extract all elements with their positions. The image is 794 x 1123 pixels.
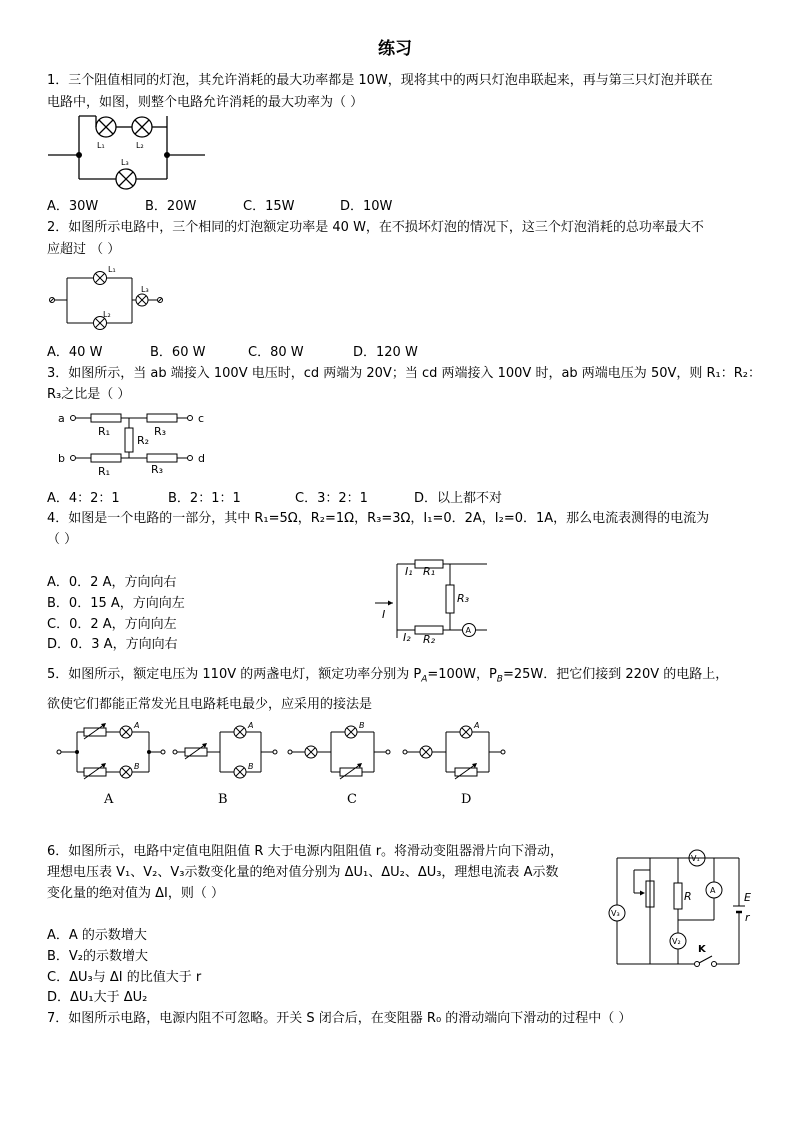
q6-label-k: K xyxy=(698,944,706,955)
q6-label-v3: V₃ xyxy=(611,909,620,918)
q7-text-line1: 7．如图所示电路，电源内阻不可忽略。开关 S 闭合后，在变阻器 R₀ 的滑动端向下滑动的过程中（ ） xyxy=(47,1011,632,1026)
q3-text-line2: R₃之比是（ ） xyxy=(47,387,131,402)
page-title: 练习 xyxy=(378,39,412,59)
q2-option-b: B．60 W xyxy=(150,345,206,360)
q5-option-b: B xyxy=(218,792,228,807)
q1-label-l3: L₃ xyxy=(121,158,129,167)
q1-text-line1: 1．三个阻值相同的灯泡，其允许消耗的最大功率都是 10W，现将其中的两只灯泡串联起来，再与第三只灯泡并联在 xyxy=(47,73,713,88)
q1-option-d: D．10W xyxy=(340,199,393,214)
q5-line1-end: =25W．把它们接到 220V 的电路上， xyxy=(502,667,729,682)
q1-text-line2: 电路中，如图，则整个电路允许消耗的最大功率为（ ） xyxy=(47,95,364,110)
q2-label-l3: L₃ xyxy=(141,285,149,294)
q6-label-v1: V₁ xyxy=(691,854,700,863)
q2-label-l1: L₁ xyxy=(108,265,116,274)
q4-option-b: B．0．15 A，方向向左 xyxy=(47,596,185,611)
q5-option-d: D xyxy=(461,792,472,807)
q2-option-d: D．120 W xyxy=(353,345,418,360)
q1-circuit-diagram xyxy=(45,112,215,192)
q4-option-d: D．0．3 A，方向向右 xyxy=(47,637,178,652)
q5-d-lamp-a: A xyxy=(474,721,480,730)
q5-option-a: A xyxy=(104,792,114,807)
q5-text-line2: 欲使它们都能正常发光且电路耗电最少，应采用的接法是 xyxy=(47,697,373,712)
q1-label-l1: L₁ xyxy=(97,141,105,150)
q6-option-d: D．ΔU₁大于 ΔU₂ xyxy=(47,990,148,1005)
q2-option-a: A．40 W xyxy=(47,345,103,360)
q3-terminal-b: b xyxy=(58,452,65,465)
q4-circuit-diagram xyxy=(375,558,490,653)
q2-text-line1: 2．如图所示电路中，三个相同的灯泡额定功率是 40 W，在不损坏灯泡的情况下，这三个灯泡消耗的总功率最大不 xyxy=(47,220,704,235)
q3-option-b: B．2：1：1 xyxy=(168,491,241,506)
q3-text-line1: 3．如图所示，当 ab 端接入 100V 电压时，cd 两端为 20V；当 cd 两端接入 100V 时，ab 两端电压为 50V，则 R₁：R₂： xyxy=(47,366,761,381)
q3-label-r1-bottom: R₁ xyxy=(98,465,111,478)
q3-terminal-a: a xyxy=(58,412,65,425)
q6-option-c: C．ΔU₃与 ΔI 的比值大于 r xyxy=(47,970,202,985)
q6-label-v2: V₂ xyxy=(672,937,681,946)
q2-circuit-diagram xyxy=(45,263,175,335)
q6-text-line3: 变化量的绝对值为 ΔI，则（ ） xyxy=(47,886,224,901)
q4-label-i: I xyxy=(382,608,386,621)
q5-b-lamp-b: B xyxy=(248,762,254,771)
q4-option-a: A．0．2 A，方向向右 xyxy=(47,575,177,590)
q3-option-c: C．3：2：1 xyxy=(295,491,368,506)
q4-ammeter-label: A xyxy=(465,626,471,635)
q1-label-l2: L₂ xyxy=(136,141,144,150)
q6-option-a: A．A 的示数增大 xyxy=(47,928,147,943)
q3-label-r3-top: R₃ xyxy=(154,425,167,438)
q4-label-i1: I₁ xyxy=(405,565,413,578)
q3-label-r1-top: R₁ xyxy=(98,425,111,438)
q6-text-line2: 理想电压表 V₁、V₂、V₃示数变化量的绝对值分别为 ΔU₁、ΔU₂、ΔU₃，理想电流表 A示数 xyxy=(47,865,559,880)
q1-option-b: B．20W xyxy=(145,199,197,214)
q5-c-lamp-b: B xyxy=(359,721,365,730)
q4-text-line1: 4．如图是一个电路的一部分，其中 R₁=5Ω，R₂=1Ω，R₃=3Ω，I₁=0．2A，I₂=0．1A，那么电流表测得的电流为 xyxy=(47,511,710,526)
q5-text-line1 xyxy=(47,668,728,685)
q1-option-a: A．30W xyxy=(47,199,99,214)
q4-option-c: C．0．2 A，方向向左 xyxy=(47,617,177,632)
q4-label-r3: R₃ xyxy=(457,592,470,605)
q6-label-e: E xyxy=(744,891,751,904)
q5-option-c: C xyxy=(347,792,357,807)
q3-option-a: A．4：2：1 xyxy=(47,491,120,506)
q4-text-line2: （ ） xyxy=(47,532,78,547)
q1-option-c: C．15W xyxy=(243,199,295,214)
q6-circuit-diagram xyxy=(604,848,754,970)
q5-a-lamp-b: B xyxy=(134,762,140,771)
q3-label-r3-bottom: R₃ xyxy=(151,463,164,476)
q3-option-d: D．以上都不对 xyxy=(414,491,503,506)
q6-label-r: R xyxy=(684,890,692,903)
q6-text-line1: 6．如图所示，电路中定值电阻阻值 R 大于电源内阻阻值 r。将滑动变阻器滑片向下滑动， xyxy=(47,844,564,859)
q5-pa-sub: A xyxy=(421,674,428,685)
q2-text-line2: 应超过 （ ） xyxy=(47,242,121,257)
q3-terminal-d: d xyxy=(198,452,205,465)
q4-label-r1: R₁ xyxy=(423,565,436,578)
q2-label-l2: L₂ xyxy=(103,310,111,319)
q5-b-lamp-a: A xyxy=(248,721,254,730)
q3-label-r2: R₂ xyxy=(137,434,150,447)
q6-label-a: A xyxy=(710,886,716,895)
q4-label-r2: R₂ xyxy=(423,633,436,646)
q6-option-b: B．V₂的示数增大 xyxy=(47,949,149,964)
q6-label-r-internal: r xyxy=(745,911,750,924)
q3-terminal-c: c xyxy=(198,412,205,425)
q5-a-lamp-a: A xyxy=(134,721,140,730)
q5-circuit-diagrams xyxy=(56,715,521,805)
q5-pb-sub: B xyxy=(496,674,503,685)
q2-option-c: C．80 W xyxy=(248,345,304,360)
q5-line1-mid: =100W，P xyxy=(427,667,497,682)
q5-line1-start: 5．如图所示，额定电压为 110V 的两盏电灯，额定功率分别为 P xyxy=(47,667,422,682)
q4-label-i2: I₂ xyxy=(403,631,411,644)
q3-circuit-diagram xyxy=(55,408,215,478)
